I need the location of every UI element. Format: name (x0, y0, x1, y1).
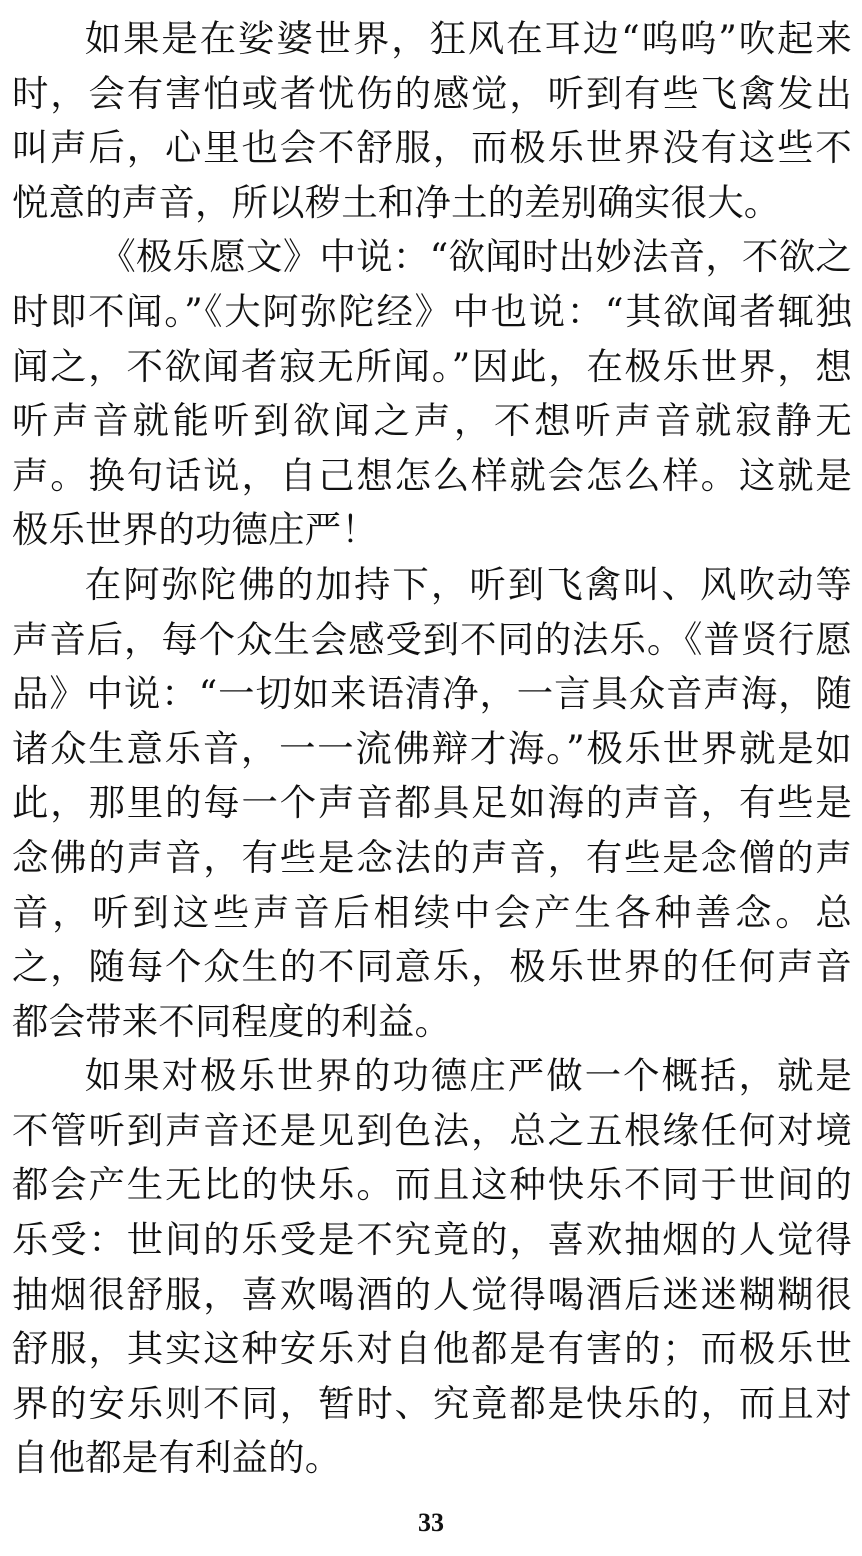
paragraph-4: 如果对极乐世界的功德庄严做一个概括，就是不管听到声音还是见到色法，总之五根缘任何对境都会产生无比的快乐。而且这种快乐不同于世间的乐受：世间的乐受是不究竟的，喜欢抽烟的人觉得抽烟很舒服，喜欢喝酒的人觉得喝酒后迷迷糊糊很舒服，其实这种安乐对自他都是有害的；而极乐世界的安乐则不同，暂时、究竟都是快乐的，而且对自他都是有利益的。 (12, 1054, 852, 1480)
page-body (12, 12, 852, 1486)
paragraph-1: 如果是在娑婆世界，狂风在耳边“呜呜”吹起来时，会有害怕或者忧伤的感觉，听到有些飞禽发出叫声后，心里也会不舒服，而极乐世界没有这些不悦意的声音，所以秽土和净土的差别确实很大。 (12, 17, 852, 224)
page-number: 33 (418, 1508, 444, 1537)
paragraph-2: 《极乐愿文》中说：“欲闻时出妙法音，不欲之时即不闻。”《大阿弥陀经》中也说：“其欲闻者辄独闻之，不欲闻者寂无所闻。”因此，在极乐世界，想听声音就能听到欲闻之声，不想听声音就寂静无声。换句话说，自己想怎么样就会怎么样。这就是极乐世界的功德庄严！ (12, 235, 852, 552)
paragraph-3: 在阿弥陀佛的加持下，听到飞禽叫、风吹动等声音后，每个众生会感受到不同的法乐。《普贤行愿品》中说：“一切如来语清净，一言具众音声海，随诸众生意乐音，一一流佛辩才海。”极乐世界就是如此，那里的每一个声音都具足如海的声音，有些是念佛的声音，有些是念法的声音，有些是念僧的声音，听到这些声音后相续中会产生各种善念。总之，随每个众生的不同意乐，极乐世界的任何声音都会带来不同程度的利益。 (12, 562, 852, 1043)
